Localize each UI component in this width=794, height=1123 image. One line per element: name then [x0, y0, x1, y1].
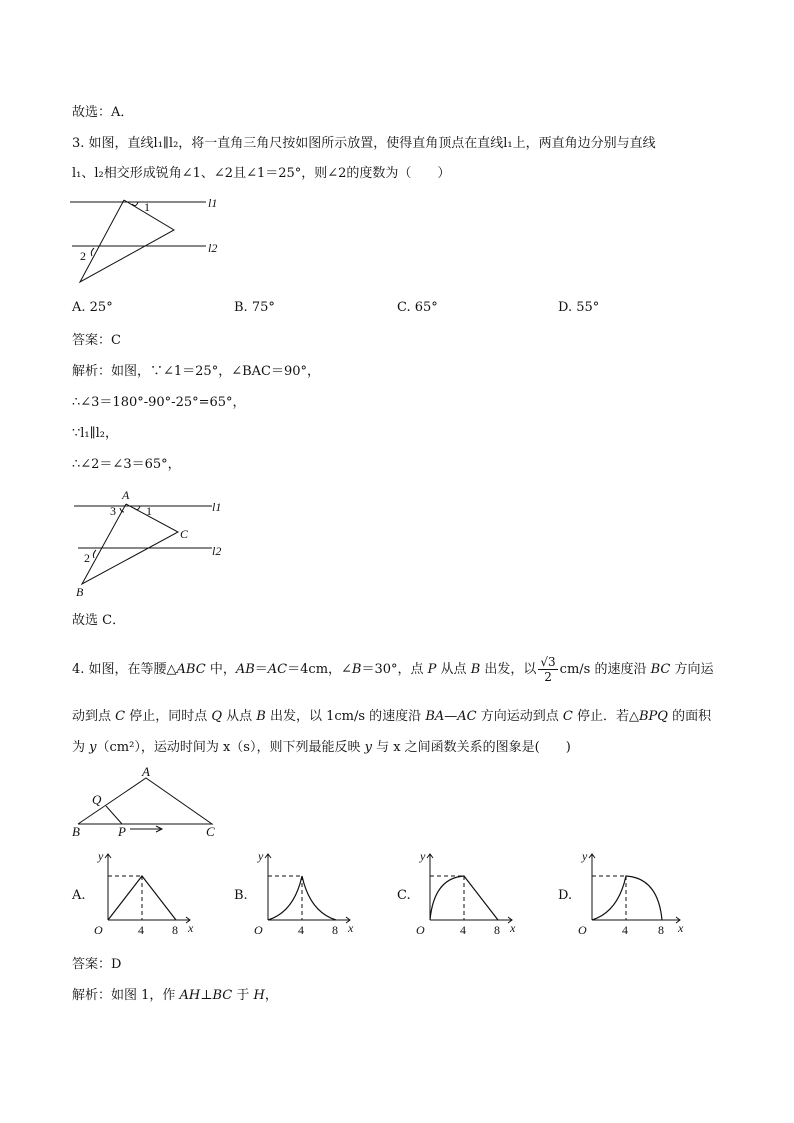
fig-label-c: C: [206, 824, 215, 839]
fig1-label-l1: l1: [208, 196, 218, 210]
q3-analysis-line1: 解析：如图，∵∠1＝25°，∠BAC＝90°，: [72, 364, 321, 379]
q3-answer: 答案：C: [72, 333, 121, 348]
svg-text:4: 4: [622, 923, 628, 937]
q3-stem-line1: 3. 如图，直线l₁∥l₂，将一直角三角尺按如图所示放置，使得直角顶点在直线l₁上，两直角边分别与直线: [72, 136, 656, 151]
q4-option-d-label: D.: [558, 888, 573, 903]
q2-conclusion: 故选：A．: [72, 105, 134, 120]
svg-text:y: y: [582, 849, 588, 863]
fig2-angle-2: 2: [84, 551, 90, 565]
q3-option-b: B. 75°: [234, 300, 275, 315]
svg-text:x: x: [678, 921, 684, 935]
fig-label-a: A: [142, 764, 150, 779]
q4-stem-line2: 动到点 C 停止，同时点 Q 从点 B 出发，以 1cm/s 的速度沿 BA—AC 方向运动到点 C 停止．若△BPQ 的面积: [72, 709, 712, 724]
q4-option-a-label: A.: [72, 888, 86, 903]
q4-stem-line1: 4. 如图，在等腰△ABC 中，AB＝AC＝4cm，∠B＝30°，点 P 从点 B 出发，以 $\frac{√3}{2}$ cm/s 的速度沿 BC 方向运: [72, 655, 714, 684]
fig-label-q: Q: [92, 792, 102, 807]
q4-graph-a: [88, 848, 198, 938]
svg-text:y: y: [258, 849, 264, 863]
q4-answer: 答案：D: [72, 957, 122, 972]
svg-text:y: y: [98, 849, 104, 863]
fig1-label-l2: l2: [208, 241, 218, 255]
fig2-angle-3: 3: [110, 504, 116, 518]
svg-text:8: 8: [658, 923, 664, 937]
q3-option-a: A. 25°: [72, 300, 113, 315]
svg-text:4: 4: [138, 923, 144, 937]
fig2-label-a: A: [122, 488, 130, 502]
svg-text:y: y: [420, 849, 426, 863]
q3-stem-line2: l₁、l₂相交形成锐角∠1、∠2且∠1＝25°，则∠2的度数为（ ）: [72, 166, 451, 181]
q4-option-b-label: B.: [234, 888, 248, 903]
fig-label-p: P: [118, 824, 126, 839]
fig1-angle-2: 2: [80, 249, 86, 263]
q3-analysis-line4: ∴∠2＝∠3＝65°，: [72, 457, 181, 472]
svg-text:O: O: [578, 923, 587, 937]
sqrt3-over-2-fraction: $\frac{√3}{2}$: [540, 655, 556, 684]
q3-option-d: D. 55°: [558, 300, 600, 315]
svg-text:O: O: [254, 923, 263, 937]
svg-text:8: 8: [172, 923, 178, 937]
q3-conclusion: 故选 C．: [72, 613, 126, 628]
q4-graph-d: [572, 848, 688, 938]
fig2-label-l2: l2: [212, 544, 222, 558]
q3-option-c: C. 65°: [397, 300, 438, 315]
fig1-angle-1: 1: [144, 200, 150, 214]
q3-analysis-line3: ∵l₁∥l₂，: [72, 426, 119, 441]
svg-text:O: O: [416, 923, 425, 937]
q4-analysis-line1: 解析：如图 1，作 AH⊥BC 于 H，: [72, 988, 278, 1003]
q4-stem-line3: 为 y（cm²），运动时间为 x（s），则下列最能反映 y 与 x 之间函数关系的图象是( ): [72, 740, 571, 755]
q4-graph-c: [410, 848, 520, 938]
q3-figure-2: [66, 484, 236, 604]
svg-text:8: 8: [332, 923, 338, 937]
fig2-label-l1: l1: [212, 500, 222, 514]
svg-text:4: 4: [298, 923, 304, 937]
q4-graph-b: [248, 848, 358, 938]
fig2-angle-1: 1: [146, 504, 152, 518]
fig2-label-b: B: [76, 585, 84, 599]
svg-text:x: x: [188, 921, 194, 935]
q4-option-c-label: C.: [397, 888, 411, 903]
svg-text:4: 4: [460, 923, 466, 937]
q4-triangle-figure: [66, 764, 236, 840]
q3-analysis-line2: ∴∠3＝180°-90°-25°=65°，: [72, 395, 246, 410]
fig-label-b: B: [72, 824, 80, 839]
svg-text:O: O: [94, 923, 103, 937]
svg-text:x: x: [348, 921, 354, 935]
svg-text:x: x: [510, 921, 516, 935]
svg-text:8: 8: [494, 923, 500, 937]
fig2-label-c: C: [180, 527, 189, 541]
q3-figure-1: [66, 190, 236, 288]
